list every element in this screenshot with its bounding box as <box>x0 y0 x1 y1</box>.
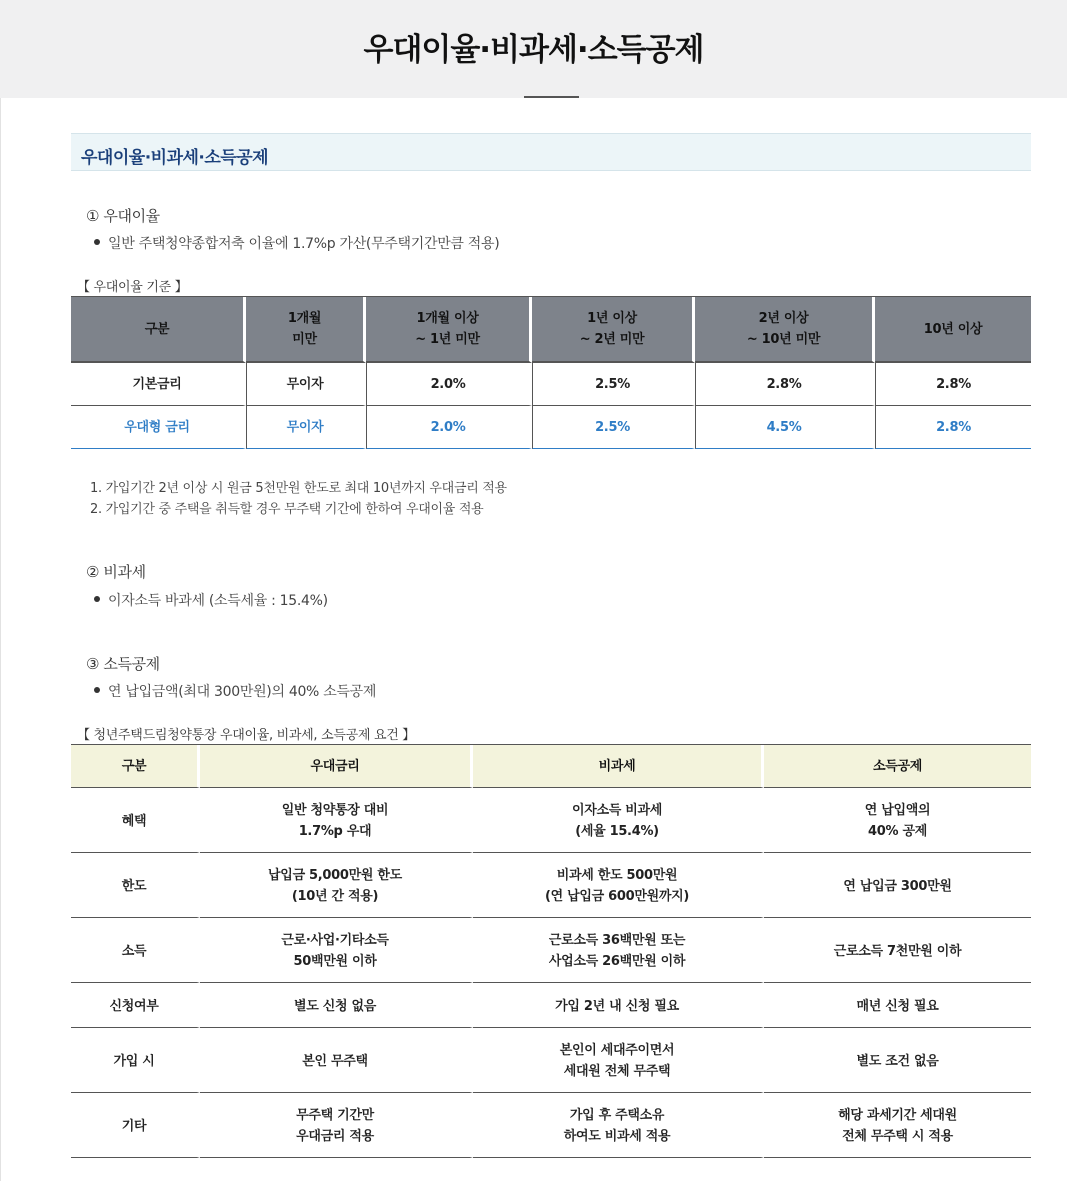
req-header-deduction: 소득공제 <box>764 745 1031 788</box>
req-cell: 일반 청약통장 대비 1.7%p 우대 <box>200 788 473 853</box>
rate-header-under-1-month: 1개월 미만 <box>246 297 366 363</box>
rate-row-label: 우대형 금리 <box>71 406 246 449</box>
rate-row-basic <box>71 363 1031 406</box>
rate-header-1-month-1-year: 1개월 이상 ~ 1년 미만 <box>366 297 532 363</box>
rate-cell: 2.8% <box>695 363 875 406</box>
req-cell: 가입 2년 내 신청 필요 <box>473 983 764 1028</box>
req-cell: 무주택 기간만 우대금리 적용 <box>200 1093 473 1158</box>
rate-cell: 2.8% <box>875 363 1031 406</box>
req-cell: 연 납입액의 40% 공제 <box>764 788 1031 853</box>
rate-cell: 무이자 <box>246 406 366 449</box>
rate-cell: 무이자 <box>246 363 366 406</box>
req-row-label: 소득 <box>71 918 200 983</box>
req-row-other <box>71 1093 1031 1158</box>
req-cell: 별도 조건 없음 <box>764 1028 1031 1093</box>
req-cell: 매년 신청 필요 <box>764 983 1031 1028</box>
rate-header-1-2-years: 1년 이상 ~ 2년 미만 <box>532 297 695 363</box>
req-row-label: 가입 시 <box>71 1028 200 1093</box>
req-cell: 이자소득 비과세 (세율 15.4%) <box>473 788 764 853</box>
rate-table-header-row <box>71 297 1031 363</box>
page-title: 우대이율·비과세·소득공제 <box>363 32 704 68</box>
tax-free-heading: ② 비과세 <box>86 563 146 581</box>
rate-cell: 2.0% <box>366 406 532 449</box>
req-cell: 해당 과세기간 세대원 전체 무주택 시 적용 <box>764 1093 1031 1158</box>
req-row-enrollment <box>71 1028 1031 1093</box>
req-row-application <box>71 983 1031 1028</box>
title-underline <box>524 96 579 98</box>
req-cell: 근로소득 7천만원 이하 <box>764 918 1031 983</box>
req-cell: 별도 신청 없음 <box>200 983 473 1028</box>
content-left-border <box>0 98 1 1181</box>
req-cell: 본인이 세대주이면서 세대원 전체 무주택 <box>473 1028 764 1093</box>
rate-header-2-10-years: 2년 이상 ~ 10년 미만 <box>695 297 875 363</box>
req-row-limit <box>71 853 1031 918</box>
req-cell: 납입금 5,000만원 한도 (10년 간 적용) <box>200 853 473 918</box>
section-title: 우대이율·비과세·소득공제 <box>81 148 269 168</box>
rate-row-label: 기본금리 <box>71 363 246 406</box>
rate-cell: 2.0% <box>366 363 532 406</box>
pref-rate-bullet: 일반 주택청약종합저축 이율에 1.7%p 가산(무주택기간만큼 적용) <box>94 233 499 253</box>
tax-free-bullet: 이자소득 바과세 (소득세율 : 15.4%) <box>94 590 328 610</box>
req-cell: 본인 무주택 <box>200 1028 473 1093</box>
requirements-table-caption: 【 청년주택드림청약통장 우대이율, 비과세, 소득공제 요건 】 <box>77 728 415 743</box>
page-header <box>0 0 1067 98</box>
rate-header-category: 구분 <box>71 297 246 363</box>
rate-cell: 2.5% <box>532 406 695 449</box>
req-row-label: 신청여부 <box>71 983 200 1028</box>
section-title-bar <box>71 133 1031 171</box>
req-cell: 비과세 한도 500만원 (연 납입금 600만원까지) <box>473 853 764 918</box>
pref-rate-note: 2. 가입기간 중 주택을 취득할 경우 무주택 기간에 한하여 우대이율 적용 <box>90 502 484 517</box>
req-header-preferred-rate: 우대금리 <box>200 745 473 788</box>
rate-header-over-10-years: 10년 이상 <box>875 297 1031 363</box>
req-cell: 연 납입금 300만원 <box>764 853 1031 918</box>
req-row-label: 한도 <box>71 853 200 918</box>
req-row-benefit <box>71 788 1031 853</box>
req-row-income <box>71 918 1031 983</box>
req-table-header-row <box>71 745 1031 788</box>
rate-row-preferred <box>71 406 1031 449</box>
requirements-table <box>71 744 1031 1158</box>
pref-rate-table <box>71 296 1031 449</box>
req-cell: 근로소득 36백만원 또는 사업소득 26백만원 이하 <box>473 918 764 983</box>
pref-rate-note: 1. 가입기간 2년 이상 시 원금 5천만원 한도로 최대 10년까지 우대금리 적용 <box>90 481 507 496</box>
req-cell: 가입 후 주택소유 하여도 비과세 적용 <box>473 1093 764 1158</box>
pref-rate-table-caption: 【 우대이율 기준 】 <box>77 280 188 295</box>
deduction-bullet: 연 납입금액(최대 300만원)의 40% 소득공제 <box>94 681 376 701</box>
req-header-category: 구분 <box>71 745 200 788</box>
req-row-label: 기타 <box>71 1093 200 1158</box>
rate-cell: 2.8% <box>875 406 1031 449</box>
rate-cell: 4.5% <box>695 406 875 449</box>
req-cell: 근로·사업·기타소득 50백만원 이하 <box>200 918 473 983</box>
rate-cell: 2.5% <box>532 363 695 406</box>
req-header-tax-free: 비과세 <box>473 745 764 788</box>
req-row-label: 혜택 <box>71 788 200 853</box>
deduction-heading: ③ 소득공제 <box>86 655 160 673</box>
pref-rate-heading: ① 우대이율 <box>86 207 160 225</box>
